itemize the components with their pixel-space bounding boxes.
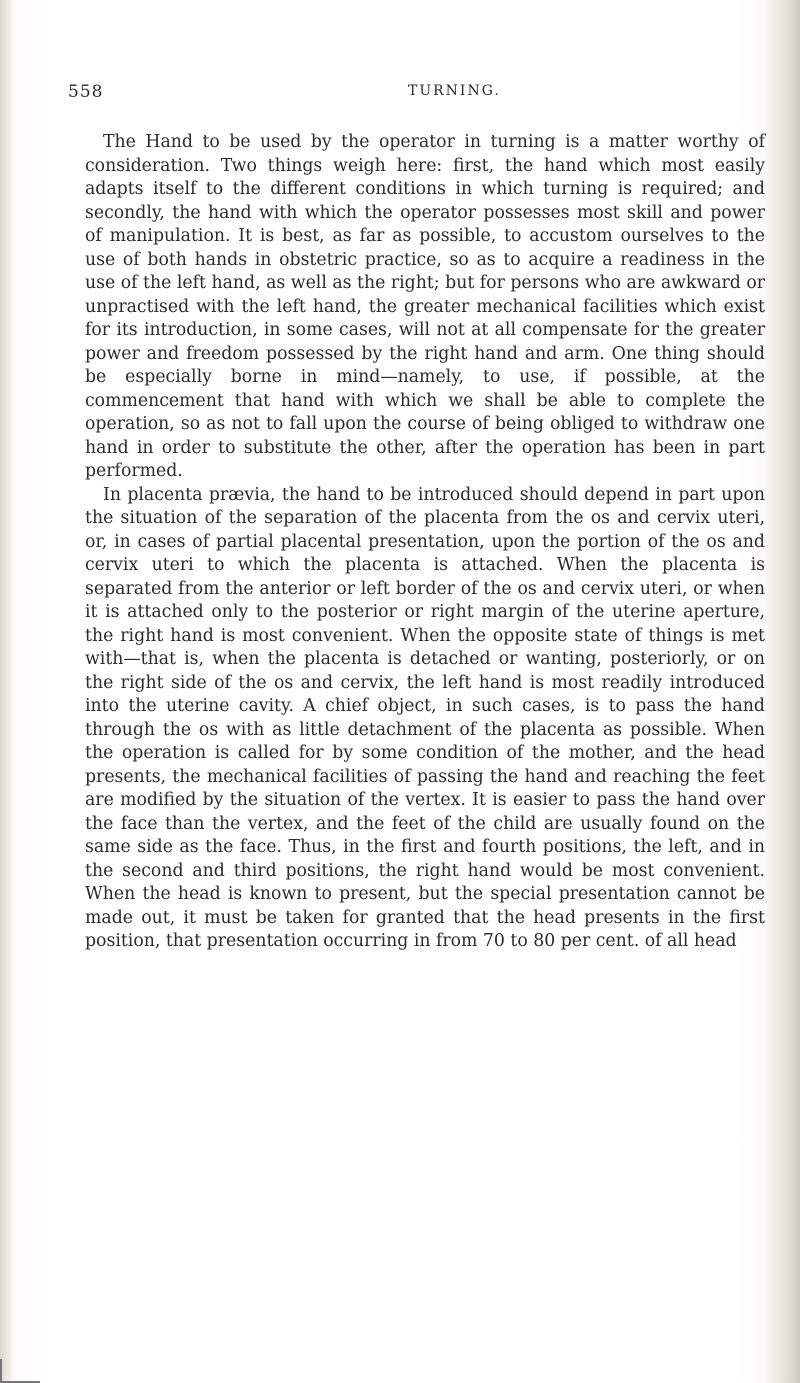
paragraph-hand-to-be-used: The Hand to be used by the operator in turning is a matter worthy of consideration. Two things weigh here: first, the hand which most easily adapts itself to the different conditions in which turning is required; and secondly, the hand with which the operator possesses most skill and power of manipulation. It is best, as far as possible, to accustom ourselves to the use of both hands in obstetric practice, so as to acquire a readiness in the use of the left hand, as well as the right; but for persons who are awkward or unpractised with the left hand, the greater mechanical facilities which exist for its introduction, in some cases, will not at all compensate for the greater power and freedom possessed by the right hand and arm. One thing should be especially borne in mind—namely, to use, if possible, at the commencement that hand with which we shall be able to complete the operation, so as not to fall upon the course of being obliged to withdraw one hand in order to substitute the other, after the operation has been in part performed. — [85, 132, 765, 481]
running-head — [68, 82, 740, 106]
page-number: 558 — [68, 82, 104, 102]
body-text — [85, 131, 765, 954]
page-edge — [766, 0, 800, 1383]
gutter-shadow — [0, 0, 14, 1383]
scan-corner-mark — [0, 1359, 40, 1383]
paragraph-placenta-praevia: In placenta prævia, the hand to be introduced should depend in part upon the situation of the separation of the placenta from the os and cervix uteri, or, in cases of partial placental presentation, upon the portion of the os and cervix uteri to which the placenta is attached. When the placenta is separated from the anterior or left border of the os and cervix uteri, or when it is attached only to the posterior or right margin of the uterine aperture, the right hand is most convenient. When the opposite state of things is met with—that is, when the placenta is detached or wanting, posteriorly, or on the right side of the os and cervix, the left hand is most readily introduced into the uterine cavity. A chief object, in such cases, is to pass the hand through the os with as little detachment of the placenta as possible. When the operation is called for by some condition of the mother, and the head presents, the mechanical facilities of passing the hand and reaching the feet are modified by the situation of the vertex. It is easier to pass the hand over the face than the vertex, and the feet of the child are usually found on the same side as the face. Thus, in the first and fourth positions, the left, and in the second and third positions, the right hand would be most convenient. When the head is known to present, but the special presentation cannot be made out, it must be taken for granted that the head presents in the first position, that presentation occurring in from 70 to 80 per cent. of all head — [85, 484, 765, 951]
running-title: TURNING. — [408, 83, 501, 99]
